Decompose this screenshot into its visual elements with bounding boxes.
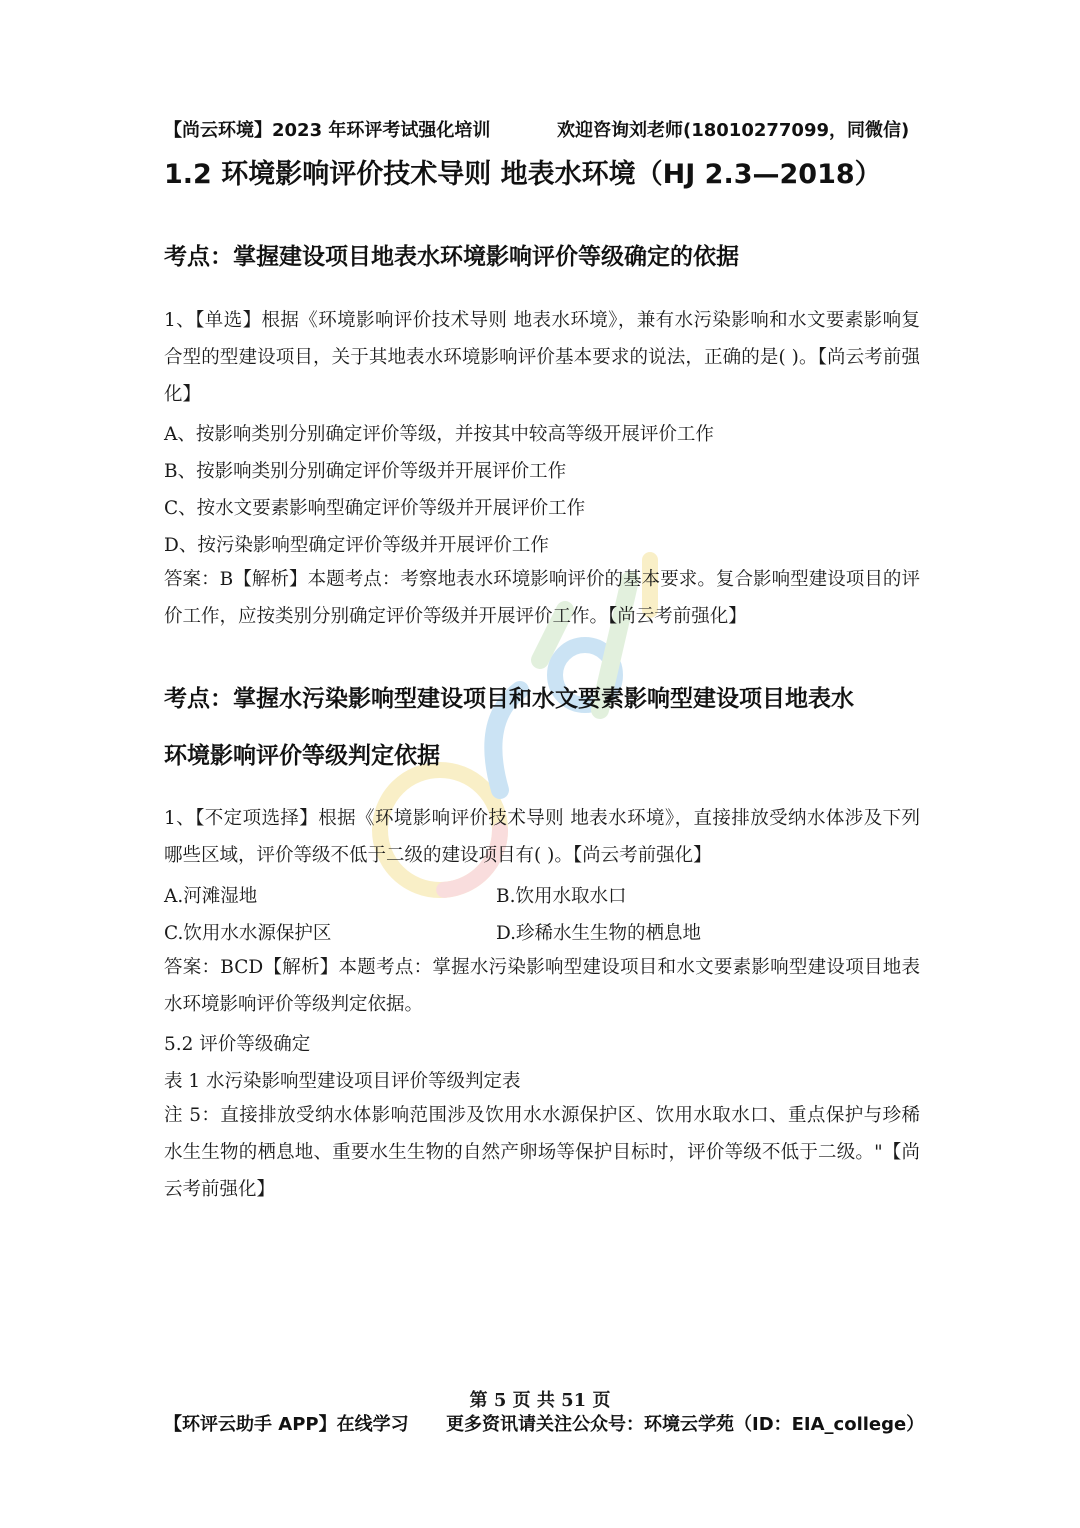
section2-option-a: A.河滩湿地 <box>164 886 258 907</box>
section2-option-b: B.饮用水取水口 <box>496 886 627 907</box>
footer-right: 更多资讯请关注公众号：环境云学苑（ID：EIA_college） <box>446 1414 925 1435</box>
header-right: 欢迎咨询刘老师(18010277099，同微信) <box>557 120 910 141</box>
section2-question: 1、【不定项选择】根据《环境影响评价技术导则 地表水环境》，直接排放受纳水体涉及下列哪些区域，评价等级不低于二级的建设项目有( )。【尚云考前强化】 <box>164 808 920 866</box>
section1-option-a: A、按影响类别分别确定评价等级，并按其中较高等级开展评价工作 <box>164 424 714 445</box>
footer-left: 【环评云助手 APP】在线学习 <box>164 1414 409 1435</box>
section2-note: 注 5：直接排放受纳水体影响范围涉及饮用水水源保护区、饮用水取水口、重点保护与珍稀水生生物的栖息地、重要水生生物的自然产卵场等保护目标时，评价等级不低于二级。"【尚云考前强化】 <box>164 1105 920 1200</box>
header-left: 【尚云环境】2023 年环评考试强化培训 <box>164 120 491 141</box>
section1-answer: 答案：B【解析】本题考点：考察地表水环境影响评价的基本要求。复合影响型建设项目的评价工作，应按类别分别确定评价等级并开展评价工作。【尚云考前强化】 <box>164 569 920 627</box>
section1-option-b: B、按影响类别分别确定评价等级并开展评价工作 <box>164 461 567 482</box>
section2-clause: 5.2 评价等级确定 <box>164 1034 311 1055</box>
section1-option-c: C、按水文要素影响型确定评价等级并开展评价工作 <box>164 498 586 519</box>
section2-heading-line2: 环境影响评价等级判定依据 <box>164 743 440 769</box>
section1-option-d: D、按污染影响型确定评价等级并开展评价工作 <box>164 535 549 556</box>
section1-heading: 考点：掌握建设项目地表水环境影响评价等级确定的依据 <box>164 244 739 270</box>
page-number: 第 5 页 共 51 页 <box>469 1390 611 1411</box>
section1-question: 1、【单选】根据《环境影响评价技术导则 地表水环境》，兼有水污染影响和水文要素影响复合型的型建设项目，关于其地表水环境影响评价基本要求的说法，正确的是( )。【尚云考前强化】 <box>164 310 920 405</box>
document-title: 1.2 环境影响评价技术导则 地表水环境（HJ 2.3—2018） <box>164 159 882 190</box>
section2-table-ref: 表 1 水污染影响型建设项目评价等级判定表 <box>164 1071 521 1092</box>
section2-answer: 答案：BCD【解析】本题考点：掌握水污染影响型建设项目和水文要素影响型建设项目地表水环境影响评价等级判定依据。 <box>164 957 920 1015</box>
section2-option-d: D.珍稀水生生物的栖息地 <box>496 923 702 944</box>
section2-option-c: C.饮用水水源保护区 <box>164 923 332 944</box>
section2-heading-line1: 考点：掌握水污染影响型建设项目和水文要素影响型建设项目地表水 <box>164 686 854 712</box>
